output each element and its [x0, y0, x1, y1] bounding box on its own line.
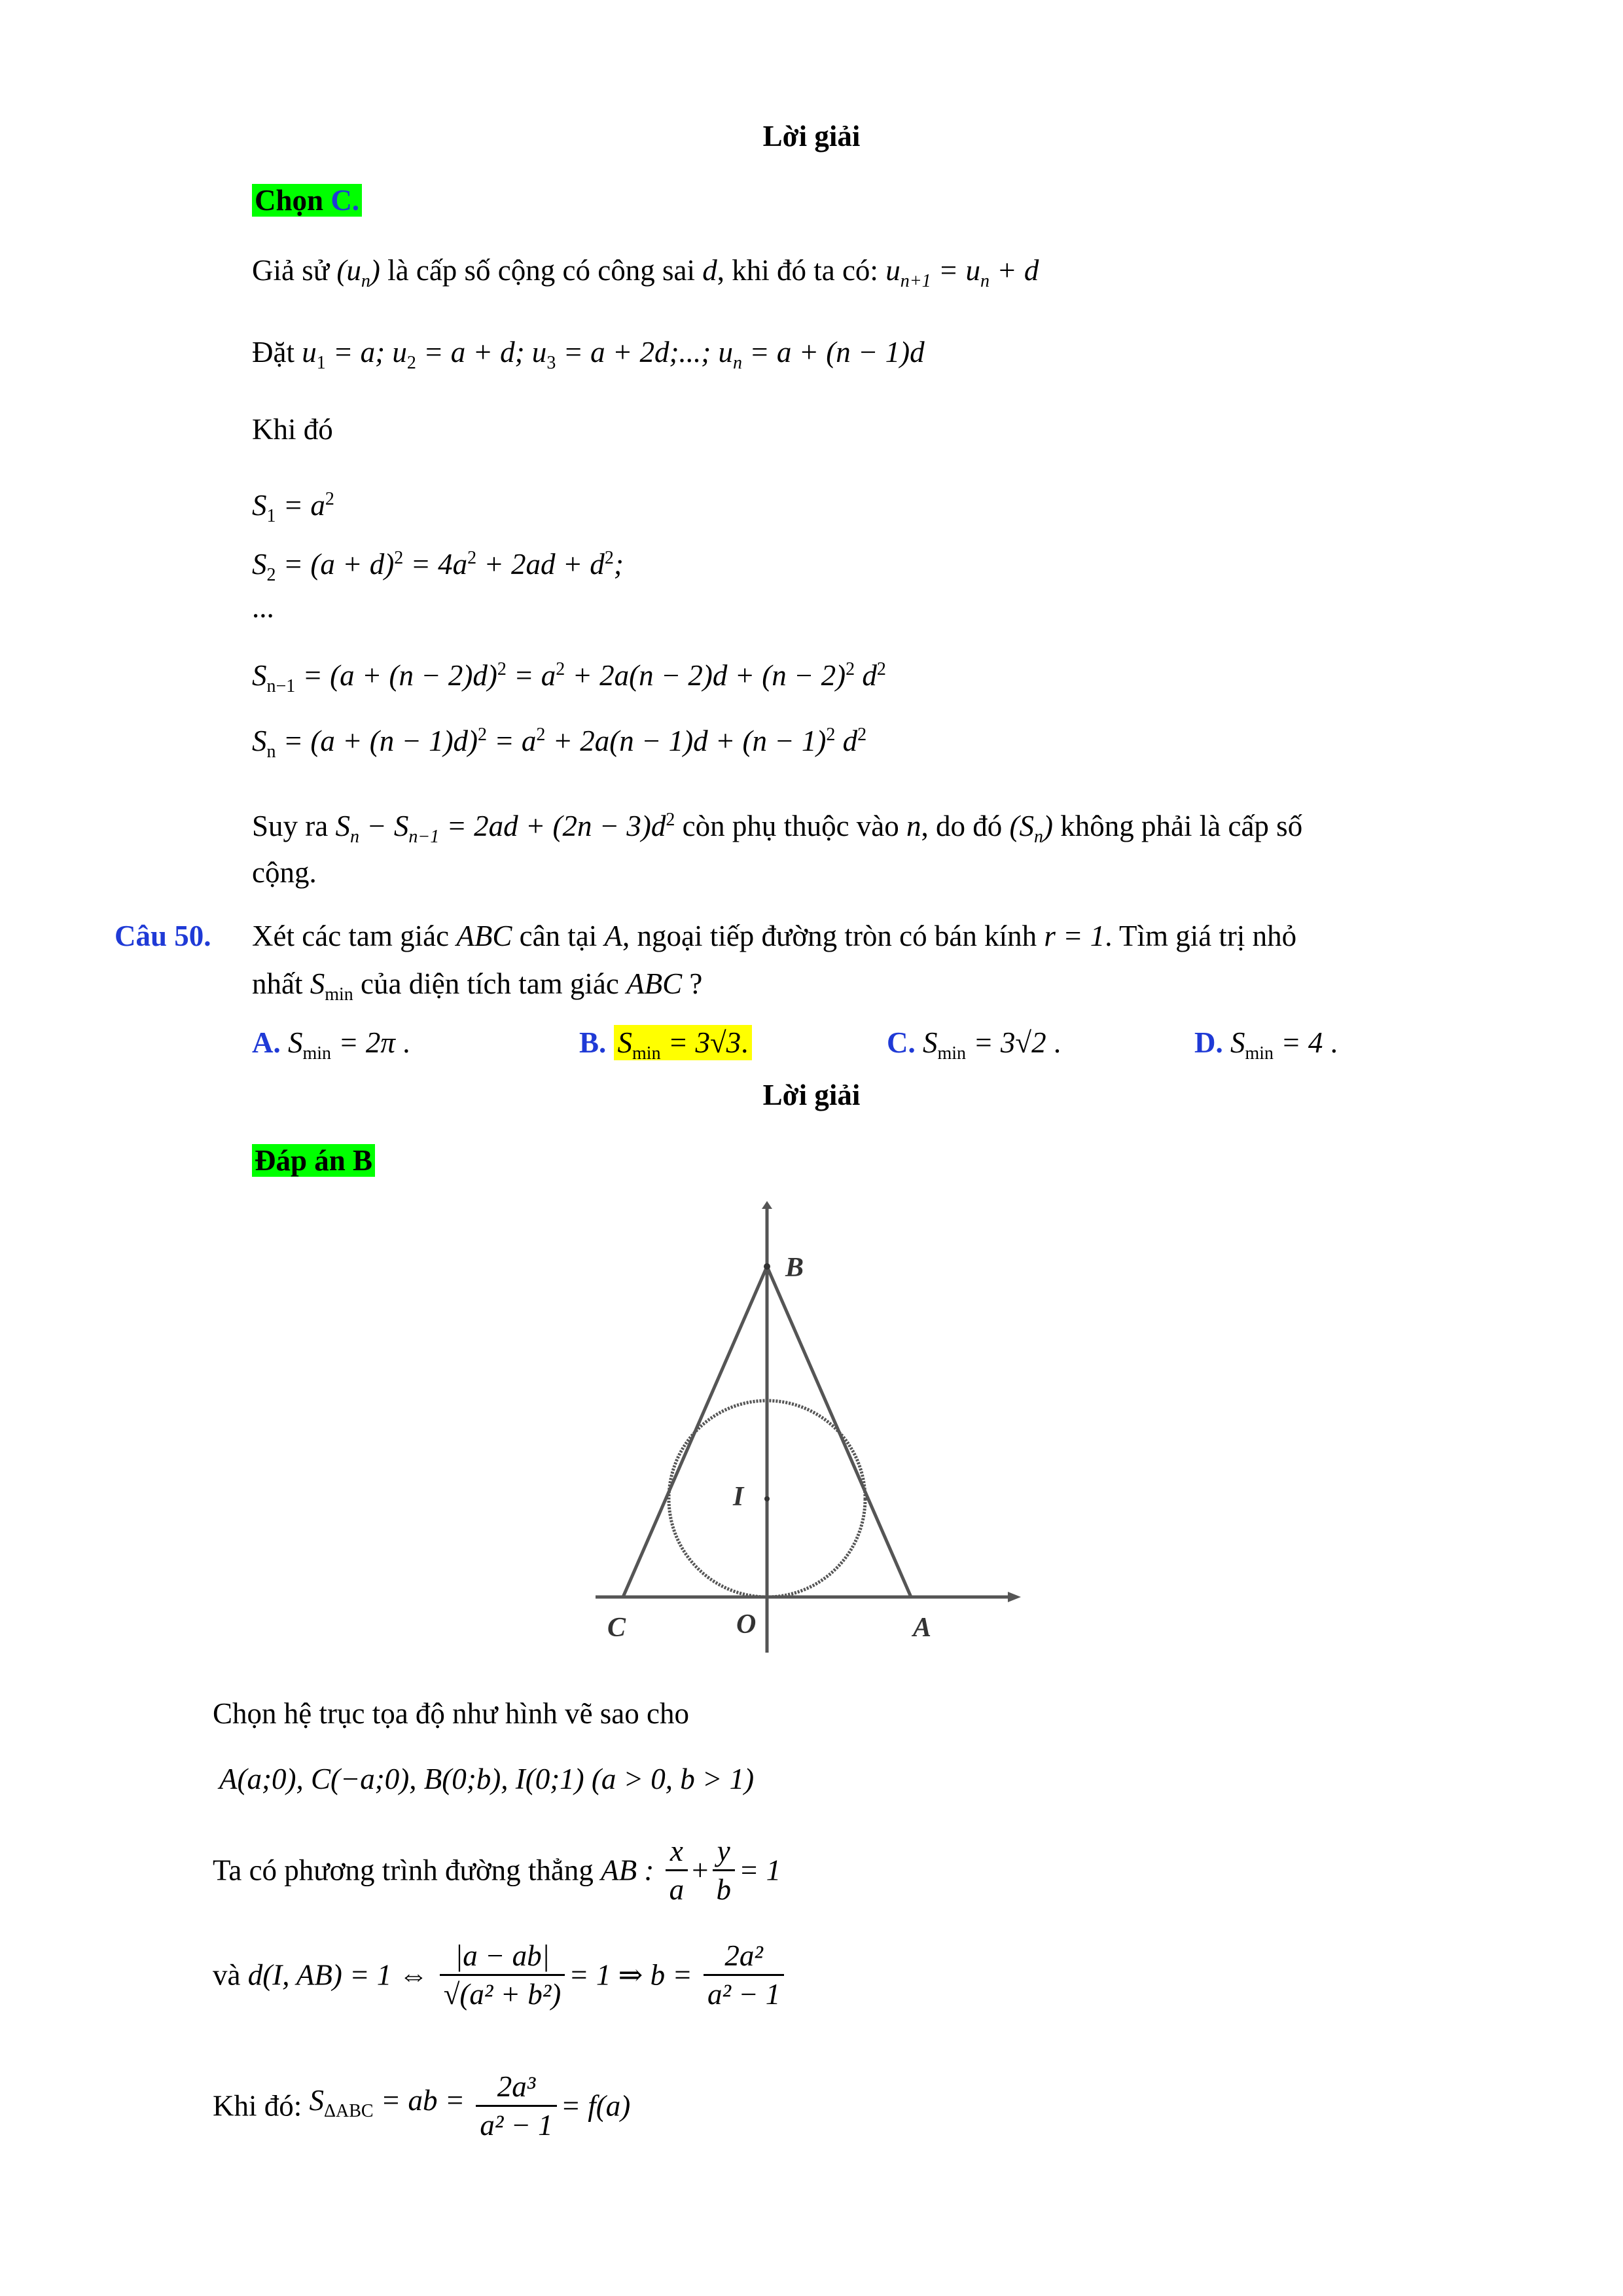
question-label: Câu 50.: [115, 920, 211, 952]
question-50-line1: Câu 50. Xét các tam giác ABC cân tại A, ngoại tiếp đường tròn có bán kính r = 1. Tìm giá trị nhỏ: [115, 920, 1297, 952]
paragraph-then: Khi đó: [252, 413, 333, 446]
label-b: B: [785, 1253, 804, 1283]
side-cb: [623, 1266, 767, 1597]
point-b: [764, 1263, 770, 1270]
label-c: C: [607, 1613, 626, 1643]
equation-sn-minus-1: $S_{n-1} = (a + (n - 2)d)^2 = a^2 + 2a(n - 2)d + (n - 2)^2$ $d^2$: [252, 659, 886, 696]
fraction-b: $\frac{\text{2a²}}{\text{a² − 1}}$: [704, 1937, 784, 2013]
option-b: B. $S_{min} = 3√3$.: [579, 1024, 752, 1072]
y-axis-arrow: [762, 1201, 772, 1209]
paragraph-terms: Đặt $u_1 = a$; $u_2 = a + d$; $u_3 = a + 2d$;...; $u_n = a + (n - 1)d$: [252, 336, 925, 373]
answer-label: Đáp án B: [252, 1142, 375, 1179]
point-i: [764, 1496, 770, 1501]
option-d: D. $S_{min} = 4$ .: [1194, 1026, 1338, 1064]
chosen-answer: [252, 182, 362, 219]
equation-s2: $S_2 = (a + d)^2 = 4a^2 + 2ad + d^2$;: [252, 548, 624, 585]
paragraph-conclusion: Suy ra $S_n - S_{n-1} = 2ad + (2n - 3)d^2$ còn phụ thuộc vào n, do đó $(S_n)$ không phải là cấp số: [252, 810, 1303, 847]
chosen-letter: C.: [330, 184, 360, 217]
chosen-prefix: Chọn: [255, 184, 331, 217]
paragraph-area: Khi đó: $S_{\Delta ABC}$ = ab = $\frac{\text{2a³}}{\text{a² − 1}}$ = f(a): [213, 2068, 630, 2144]
equation-dots: ...: [252, 591, 274, 624]
equation-s1: $S_1 = a^2$: [252, 489, 334, 526]
label-o: O: [736, 1609, 757, 1640]
paragraph-line-ab: Ta có phương trình đường thẳng AB : $\frac{x}{a}$ + $\frac{y}{b}$ = 1: [213, 1833, 781, 1908]
option-a: A. $S_{min} = 2\pi$ .: [252, 1026, 410, 1064]
triangle-incircle-figure: [589, 1201, 1021, 1672]
fraction-distance: $\frac{|a - ab|}{\text{√(a² + b²)}}$: [440, 1937, 565, 2013]
side-ab: [767, 1266, 911, 1597]
paragraph-coordinates: Chọn hệ trục tọa độ như hình vẽ sao cho: [213, 1697, 689, 1730]
fraction-y-b: $\frac{y}{b}$: [713, 1833, 736, 1908]
solution-heading-2: Lời giải: [762, 1079, 861, 1111]
fraction-area: $\frac{\text{2a³}}{\text{a² − 1}}$: [476, 2068, 556, 2144]
option-c: C. $S_{min} = 3√2$ .: [887, 1026, 1061, 1064]
solution-heading: Lời giải: [762, 120, 861, 152]
question-50-line2: nhất $S_{min}$ của diện tích tam giác ABC ?: [252, 967, 703, 1005]
paragraph-distance: và d(I, AB) = 1 ⇔ $\frac{|a - ab|}{\text{√(a² + b²)}}$ = 1 ⇒ b = $\frac{\text{2a²}}{\text{a² − 1}}$: [213, 1937, 788, 2013]
equation-sn: $S_n = (a + (n - 1)d)^2 = a^2 + 2a(n - 1)d + (n - 1)^2$ $d^2$: [252, 725, 867, 762]
paragraph-arithmetic-sequence: Giả sử $(u_n)$ là cấp số cộng có công sai d, khi đó ta có: $u_{n+1} = u_n + d$: [252, 254, 1039, 291]
fraction-x-a: $\frac{x}{a}$: [666, 1833, 688, 1908]
label-i: I: [733, 1482, 744, 1512]
paragraph-points: A(a;0), C(−a;0), B(0;b), I(0;1) (a > 0, b > 1): [219, 1763, 755, 1795]
x-axis-arrow: [1008, 1592, 1021, 1602]
label-a: A: [913, 1613, 932, 1643]
paragraph-conclusion-end: cộng.: [252, 856, 317, 889]
